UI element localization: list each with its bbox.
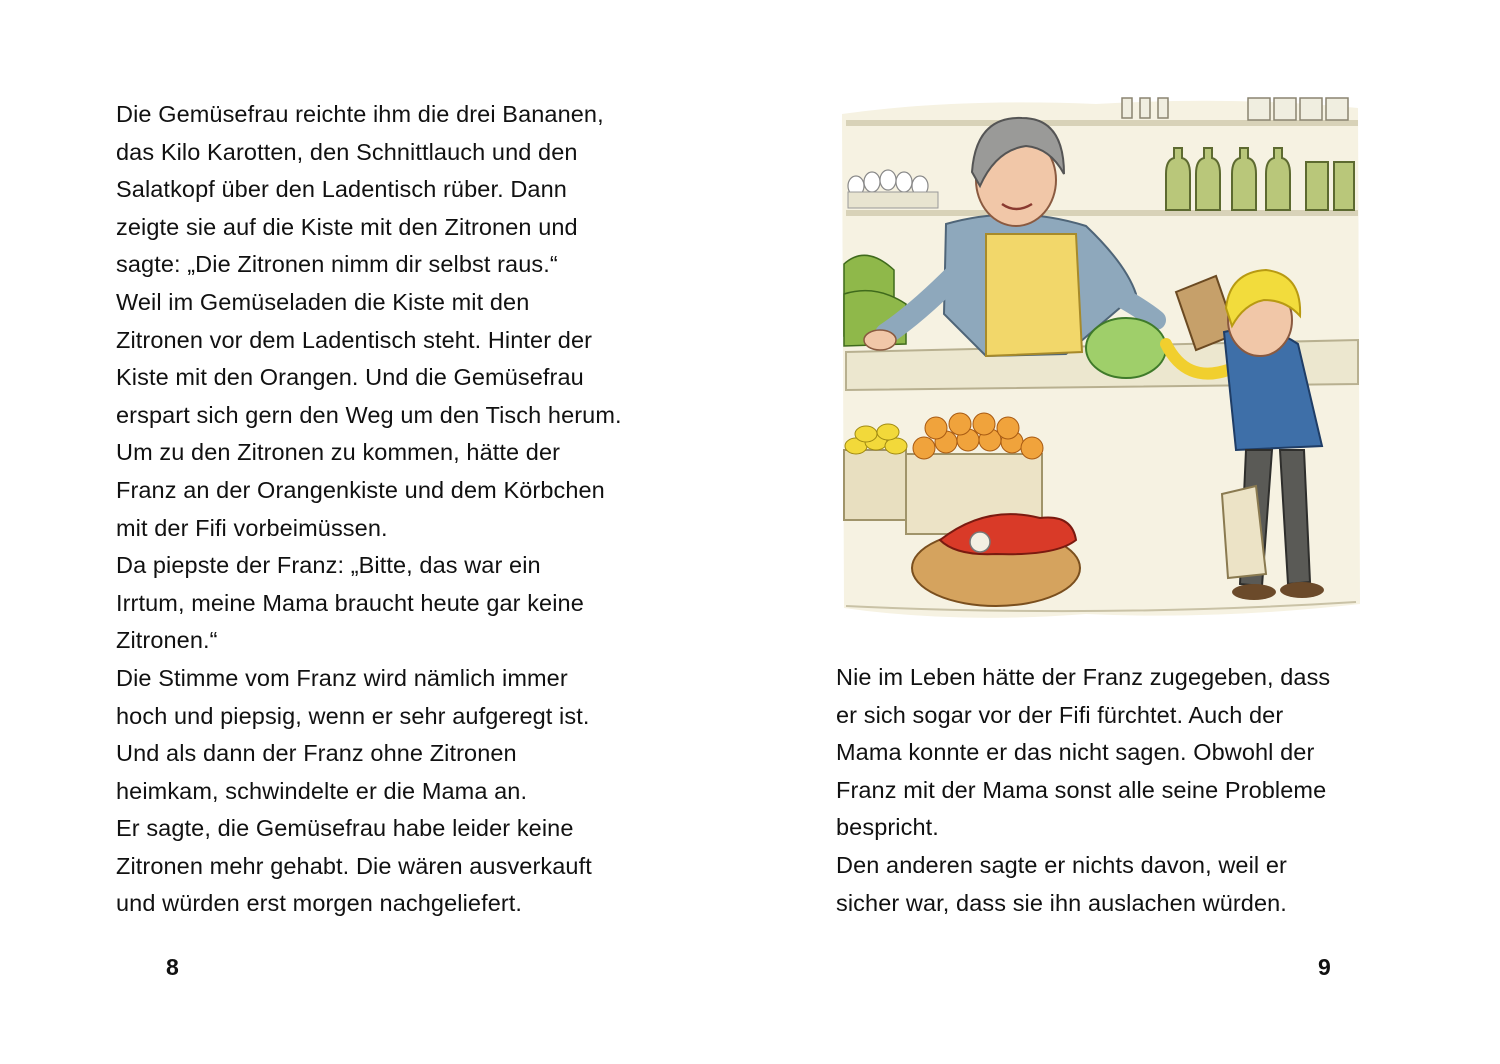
text-line: heimkam, schwindelte er die Mama an. (116, 777, 528, 804)
page-number-right: 9 (1318, 954, 1331, 980)
text-line: das Kilo Karotten, den Schnittlauch und den (116, 138, 578, 165)
text-line: Zitronen vor dem Ladentisch steht. Hinter der (116, 326, 593, 353)
text-line: bespricht. (836, 814, 939, 841)
text-line: er sich sogar vor der Fifi fürchtet. Auch der (836, 701, 1284, 728)
page-number-left: 8 (166, 954, 179, 980)
text-line: Nie im Leben hätte der Franz zugegeben, dass (836, 664, 1331, 690)
text-line: Zitronen.“ (116, 627, 218, 654)
left-page-text (116, 96, 622, 923)
text-line: Er sagte, die Gemüsefrau habe leider keine (116, 815, 574, 842)
text-line: Franz an der Orangenkiste und dem Körbchen (116, 476, 605, 503)
text-line: sicher war, dass sie ihn auslachen würden. (836, 889, 1287, 916)
text-line: Da piepste der Franz: „Bitte, das war ein (116, 552, 541, 579)
text-line: und würden erst morgen nachgeliefert. (116, 890, 523, 917)
text-line: Mama konnte er das nicht sagen. Obwohl der (836, 739, 1315, 766)
text-line: Und als dann der Franz ohne Zitronen (116, 740, 517, 767)
text-line: Salatkopf über den Ladentisch rüber. Dann (116, 176, 567, 203)
text-line: hoch und piepsig, wenn er sehr aufgeregt ist. (116, 702, 590, 729)
text-line: zeigte sie auf die Kiste mit den Zitronen und (116, 213, 578, 240)
text-line: Weil im Gemüseladen die Kiste mit den (116, 288, 530, 315)
text-line: mit der Fifi vorbeimüssen. (116, 514, 388, 541)
text-line: Irrtum, meine Mama braucht heute gar keine (116, 589, 584, 616)
text-line: Die Gemüsefrau reichte ihm die drei Bananen, (116, 101, 604, 127)
text-line: Um zu den Zitronen zu kommen, hätte der (116, 439, 561, 466)
right-page (750, 0, 1500, 1064)
text-line: Zitronen mehr gehabt. Die wären ausverkauft (116, 852, 592, 879)
text-line: Den anderen sagte er nichts davon, weil er (836, 851, 1287, 878)
greengrocer-shop-illustration-icon (836, 94, 1363, 626)
text-line: Die Stimme vom Franz wird nämlich immer (116, 664, 568, 691)
text-line: Kiste mit den Orangen. Und die Gemüsefrau (116, 364, 584, 391)
right-page-text (836, 659, 1330, 922)
text-line: erspart sich gern den Weg um den Tisch herum. (116, 401, 622, 428)
text-line: Franz mit der Mama sonst alle seine Probleme (836, 776, 1327, 803)
text-line: sagte: „Die Zitronen nimm dir selbst raus.“ (116, 251, 558, 278)
